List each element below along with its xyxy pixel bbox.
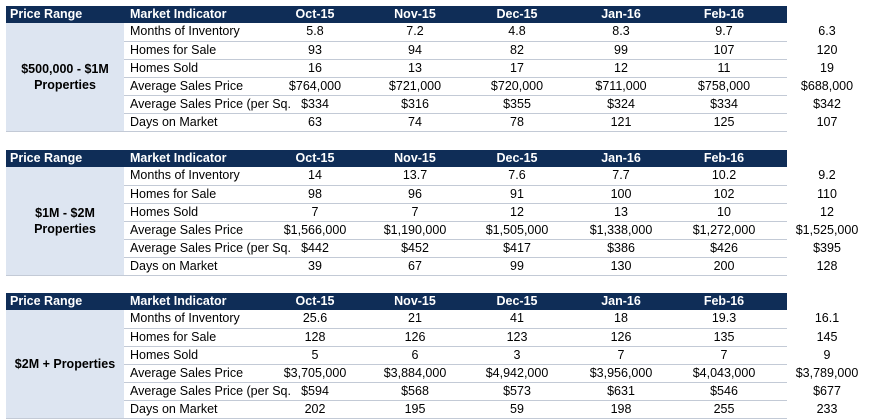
header-market-indicator: Market Indicator xyxy=(130,7,227,21)
header-month-3: Dec-15 xyxy=(496,294,538,308)
indicator-label: Homes for Sale xyxy=(130,330,217,344)
header-month-5: Feb-16 xyxy=(703,7,745,21)
table-header-row xyxy=(6,150,848,167)
table-cell: $764,000 xyxy=(288,79,342,93)
indicator-label: Days on Market xyxy=(130,402,218,416)
indicator-label: Days on Market xyxy=(130,115,218,129)
table-cell: 126 xyxy=(404,330,426,344)
table-row xyxy=(124,346,831,365)
table-cell: 200 xyxy=(713,259,735,273)
table-row xyxy=(124,23,836,41)
table-cell: 7.7 xyxy=(612,168,630,182)
header-market-indicator: Market Indicator xyxy=(130,151,227,165)
table-cell: $1,272,000 xyxy=(692,223,756,237)
table-row xyxy=(124,167,836,185)
table-cell: 67 xyxy=(408,259,422,273)
table-cell: 8.3 xyxy=(612,24,630,38)
table-cell: $334 xyxy=(710,97,738,111)
table-cell: 135 xyxy=(713,330,735,344)
table-cell: 123 xyxy=(506,330,528,344)
table-cell: 13.7 xyxy=(402,168,428,182)
table-cell: $1,566,000 xyxy=(283,223,347,237)
table-row xyxy=(124,77,854,96)
table-cell: 14 xyxy=(308,168,322,182)
table-cell: 19.3 xyxy=(711,311,737,325)
table-cell: $3,789,000 xyxy=(795,366,859,380)
table-cell: $721,000 xyxy=(388,79,442,93)
header-price-range: Price Range xyxy=(10,294,83,308)
table-cell: 120 xyxy=(816,43,838,57)
table-cell: $1,338,000 xyxy=(589,223,653,237)
table-cell: 5.8 xyxy=(306,24,324,38)
indicator-label: Average Sales Price xyxy=(130,366,244,380)
indicator-label: Average Sales Price xyxy=(130,79,244,93)
table-cell: $452 xyxy=(401,241,429,255)
table-cell: $758,000 xyxy=(697,79,751,93)
price-range-label xyxy=(6,167,124,275)
price-range-label xyxy=(6,310,124,418)
table-cell: 93 xyxy=(308,43,322,57)
table-cell: $1,525,000 xyxy=(795,223,859,237)
indicator-label: Average Sales Price (per Sq. xyxy=(130,241,291,255)
table-row xyxy=(124,310,840,328)
table-cell: 91 xyxy=(510,187,524,201)
table-cell: 128 xyxy=(816,259,838,273)
header-month-3: Dec-15 xyxy=(496,151,538,165)
table-cell: 107 xyxy=(816,115,838,129)
table-cell: 13 xyxy=(408,61,422,75)
indicator-label: Homes Sold xyxy=(130,348,199,362)
table-cell: 98 xyxy=(308,187,322,201)
table-cell: 110 xyxy=(817,187,837,201)
table-row xyxy=(124,95,841,114)
table-cell: $442 xyxy=(301,241,329,255)
table-cell: 99 xyxy=(614,43,628,57)
indicator-label: Months of Inventory xyxy=(130,168,240,182)
table-row xyxy=(124,328,838,347)
indicator-label: Average Sales Price xyxy=(130,223,244,237)
table-cell: 59 xyxy=(510,402,524,416)
table-cell: $720,000 xyxy=(490,79,544,93)
table-cell: 4.8 xyxy=(508,24,526,38)
table-cell: 202 xyxy=(304,402,326,416)
table-cell: 130 xyxy=(610,259,632,273)
table-row xyxy=(124,239,841,258)
header-price-range: Price Range xyxy=(10,151,83,165)
indicator-label: Homes for Sale xyxy=(130,43,217,57)
table-cell: 63 xyxy=(308,115,322,129)
table-cell: $395 xyxy=(813,241,841,255)
table-row xyxy=(124,221,859,240)
header-month-1: Oct-15 xyxy=(295,7,335,21)
table-cell: $3,956,000 xyxy=(589,366,653,380)
table-cell: 10 xyxy=(717,205,731,219)
table-cell: 6 xyxy=(411,348,419,362)
table-cell: 10.2 xyxy=(711,168,737,182)
table-cell: 11 xyxy=(717,61,731,75)
header-month-4: Jan-16 xyxy=(601,151,641,165)
table-cell: $417 xyxy=(503,241,531,255)
table-cell: 7 xyxy=(311,205,319,219)
table-cell: 13 xyxy=(614,205,628,219)
table-cell: $342 xyxy=(813,97,841,111)
table-row xyxy=(124,400,838,419)
header-month-5: Feb-16 xyxy=(703,294,745,308)
table-cell: $355 xyxy=(503,97,531,111)
table-cell: 21 xyxy=(408,311,422,325)
table-cell: $568 xyxy=(401,384,429,398)
table-cell: $631 xyxy=(607,384,635,398)
header-month-2: Nov-15 xyxy=(394,294,436,308)
table-cell: $594 xyxy=(301,384,329,398)
table-cell: $688,000 xyxy=(800,79,854,93)
table-cell: 128 xyxy=(304,330,326,344)
table-cell: $3,884,000 xyxy=(383,366,447,380)
table-cell: 96 xyxy=(408,187,422,201)
table-cell: 3 xyxy=(513,348,521,362)
header-month-5: Feb-16 xyxy=(703,151,745,165)
table-cell: $573 xyxy=(503,384,531,398)
table-cell: $711,000 xyxy=(595,79,647,93)
table-cell: 17 xyxy=(510,61,524,75)
table-cell: 126 xyxy=(610,330,632,344)
header-month-4: Jan-16 xyxy=(601,294,641,308)
price-range-label-line1: $1M - $2M xyxy=(35,206,95,220)
table-cell: 198 xyxy=(610,402,632,416)
table-cell: 233 xyxy=(816,402,838,416)
table-cell: 19 xyxy=(820,61,834,75)
table-cell: 102 xyxy=(713,187,735,201)
table-row xyxy=(124,59,834,78)
indicator-label: Average Sales Price (per Sq. xyxy=(130,384,291,398)
table-row xyxy=(124,364,859,383)
header-month-1: Oct-15 xyxy=(295,151,335,165)
table-cell: 82 xyxy=(510,43,524,57)
table-cell: 25.6 xyxy=(302,311,328,325)
table-cell: $426 xyxy=(710,241,738,255)
indicator-label: Homes Sold xyxy=(130,61,199,75)
table-cell: 94 xyxy=(408,43,422,57)
table-cell: 12 xyxy=(510,205,524,219)
price-range-label xyxy=(6,23,124,131)
table-row xyxy=(124,203,834,222)
table-cell: 195 xyxy=(404,402,426,416)
header-month-2: Nov-15 xyxy=(394,7,436,21)
section-bottom-rule xyxy=(6,131,787,132)
table-cell: 121 xyxy=(610,115,632,129)
table-cell: $677 xyxy=(813,384,841,398)
table-cell: 145 xyxy=(816,330,838,344)
table-cell: 12 xyxy=(820,205,834,219)
table-row xyxy=(124,41,838,60)
table-cell: $334 xyxy=(301,97,329,111)
table-cell: 7 xyxy=(720,348,728,362)
table-cell: 5 xyxy=(311,348,319,362)
table-cell: 100 xyxy=(610,187,632,201)
header-month-2: Nov-15 xyxy=(394,151,436,165)
table-cell: 255 xyxy=(713,402,735,416)
header-month-6: Mar-16 xyxy=(806,294,848,308)
table-cell: 12 xyxy=(614,61,628,75)
table-cell: 9.2 xyxy=(818,168,836,182)
table-cell: 107 xyxy=(713,43,735,57)
header-month-6: Mar-16 xyxy=(806,151,848,165)
table-cell: $324 xyxy=(607,97,635,111)
table-header-row xyxy=(6,6,848,23)
table-cell: 9.7 xyxy=(715,24,733,38)
table-cell: 16.1 xyxy=(814,311,840,325)
price-range-label-line2: Properties xyxy=(34,78,96,92)
table-cell: $1,190,000 xyxy=(383,223,447,237)
table-cell: 7 xyxy=(411,205,419,219)
price-range-label-line1: $500,000 - $1M xyxy=(21,62,109,76)
table-cell: 99 xyxy=(510,259,524,273)
indicator-label: Homes for Sale xyxy=(130,187,217,201)
table-cell: $4,043,000 xyxy=(692,366,756,380)
table-cell: 9 xyxy=(823,348,831,362)
table-cell: 125 xyxy=(713,115,735,129)
header-price-range: Price Range xyxy=(10,7,83,21)
table-cell: 16 xyxy=(308,61,322,75)
table-cell: $4,942,000 xyxy=(485,366,549,380)
section-bottom-rule xyxy=(6,275,787,276)
header-month-1: Oct-15 xyxy=(295,294,335,308)
table-cell: 7 xyxy=(617,348,625,362)
indicator-label: Months of Inventory xyxy=(130,311,240,325)
table-cell: 18 xyxy=(614,311,628,325)
table-cell: 78 xyxy=(510,115,524,129)
table-cell: $546 xyxy=(710,384,738,398)
table-cell: 6.3 xyxy=(818,24,836,38)
price-range-label-line1: $2M + Properties xyxy=(14,357,116,371)
table-cell: $316 xyxy=(401,97,429,111)
indicator-label: Homes Sold xyxy=(130,205,199,219)
header-month-3: Dec-15 xyxy=(496,7,538,21)
table-cell: 7.6 xyxy=(508,168,526,182)
table-row xyxy=(124,113,838,132)
table-cell: $1,505,000 xyxy=(485,223,549,237)
table-cell: $3,705,000 xyxy=(283,366,347,380)
table-header-row xyxy=(6,293,848,310)
indicator-label: Days on Market xyxy=(130,259,218,273)
price-range-label-line2: Properties xyxy=(34,222,96,236)
table-cell: 39 xyxy=(308,259,322,273)
table-row xyxy=(124,382,841,401)
indicator-label: Months of Inventory xyxy=(130,24,240,38)
table-row xyxy=(124,257,838,276)
header-market-indicator: Market Indicator xyxy=(130,294,227,308)
table-cell: 7.2 xyxy=(406,24,424,38)
header-month-6: Mar-16 xyxy=(806,7,848,21)
table-cell: $386 xyxy=(607,241,635,255)
table-cell: 74 xyxy=(408,115,422,129)
table-row xyxy=(124,185,837,204)
header-month-4: Jan-16 xyxy=(601,7,641,21)
indicator-label: Average Sales Price (per Sq. xyxy=(130,97,291,111)
table-cell: 41 xyxy=(510,311,524,325)
